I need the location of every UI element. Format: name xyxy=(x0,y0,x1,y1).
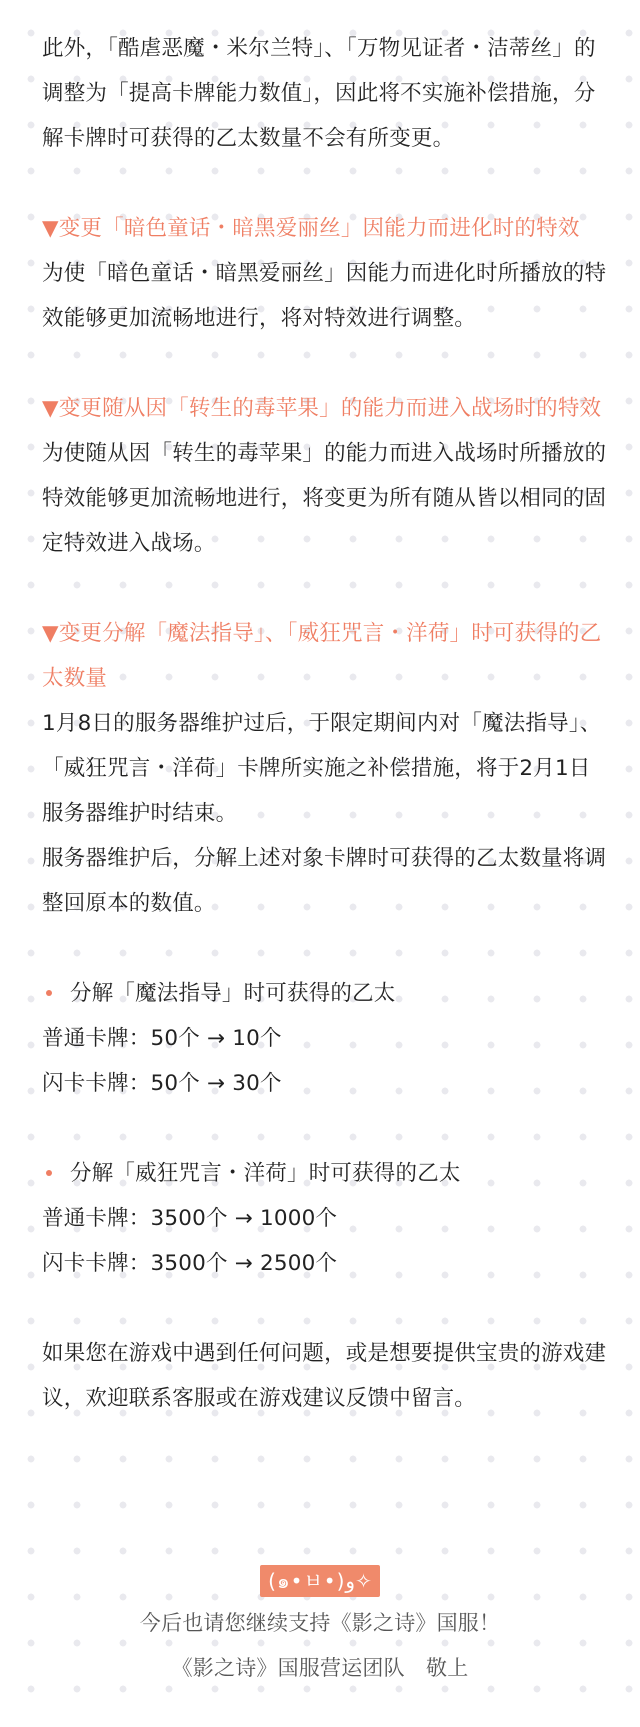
signature-text: 《影之诗》国服营运团队 敬上 xyxy=(171,1656,469,1680)
closing-paragraph: 如果您在游戏中遇到任何问题，或是想要提供宝贵的游戏建议，欢迎联系客服或在游戏建议反馈中留言。 xyxy=(42,1341,607,1411)
footer xyxy=(0,1565,640,1691)
spacer xyxy=(42,341,608,386)
thanks-text: 今后也请您继续支持《影之诗》国服！ xyxy=(139,1611,501,1635)
section-heading-alice-effect: ▼变更「暗色童话・暗黑爱丽丝」因能力而进化时的特效 xyxy=(42,216,580,241)
list-title-text: 分解「魔法指导」时可获得的乙太 xyxy=(70,981,396,1006)
section-body-ether-change-1: 1月8日的服务器维护过后，于限定期间内对「魔法指导」、「威狂咒言・洋荷」卡牌所实施之补偿措施，将于2月1日服务器维护时结束。 xyxy=(42,711,602,826)
bullet-dot-icon xyxy=(46,1170,52,1176)
section-body-apple-effect: 为使随从因「转生的毒苹果」的能力而进入战场时所播放的特效能够更加流畅地进行，将变更为所有随从皆以相同的固定特效进入战场。 xyxy=(42,441,607,556)
intro-paragraph: 此外，「酷虐恶魔・米尔兰特」、「万物见证者・洁蒂丝」的调整为「提高卡牌能力数值」，因此将不实施补偿措施，分解卡牌时可获得的乙太数量不会有所变更。 xyxy=(42,36,596,151)
announcement-content xyxy=(42,26,608,1421)
spacer xyxy=(42,1106,608,1151)
list-title-text: 分解「威狂咒言・洋荷」时可获得的乙太 xyxy=(70,1161,461,1186)
section-body-ether-change-2: 服务器维护后，分解上述对象卡牌时可获得的乙太数量将调整回原本的数值。 xyxy=(42,846,607,916)
list-item-normal-card: 普通卡牌：50个 → 10个 xyxy=(42,1026,282,1051)
list-title-curse xyxy=(42,1151,608,1196)
bullet-dot-icon xyxy=(46,990,52,996)
emoticon-badge: (๑•ㅂ•)و✧ xyxy=(260,1565,380,1597)
spacer xyxy=(42,926,608,971)
spacer xyxy=(42,566,608,611)
section-heading-ether-change: ▼变更分解「魔法指导」、「威狂咒言・洋荷」时可获得的乙太数量 xyxy=(42,621,602,691)
list-item-flash-card: 闪卡卡牌：3500个 → 2500个 xyxy=(42,1251,338,1276)
list-title-magic-guidance xyxy=(42,971,608,1016)
spacer xyxy=(42,1286,608,1331)
section-body-alice-effect: 为使「暗色童话・暗黑爱丽丝」因能力而进化时所播放的特效能够更加流畅地进行，将对特效进行调整。 xyxy=(42,261,607,331)
list-item-flash-card: 闪卡卡牌：50个 → 30个 xyxy=(42,1071,282,1096)
list-item-normal-card: 普通卡牌：3500个 → 1000个 xyxy=(42,1206,338,1231)
spacer xyxy=(42,161,608,206)
section-heading-apple-effect: ▼变更随从因「转生的毒苹果」的能力而进入战场时的特效 xyxy=(42,396,602,421)
